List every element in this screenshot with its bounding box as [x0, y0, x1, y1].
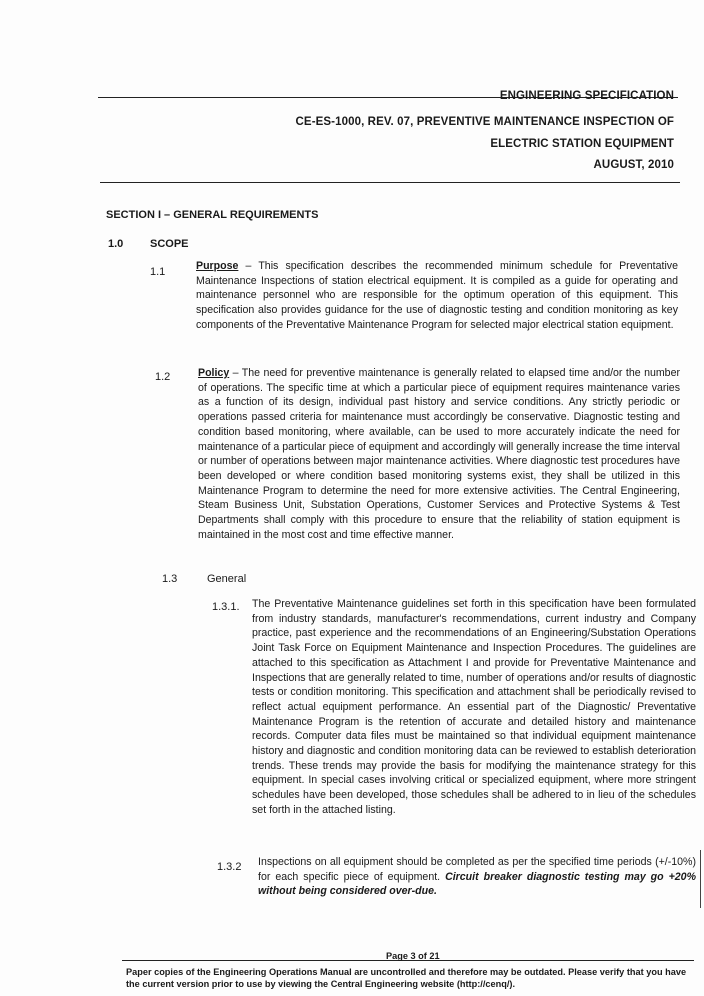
footer-page-number: Page 3 of 21 [386, 951, 440, 961]
scope-title: SCOPE [150, 238, 189, 250]
item-1-3-1-paragraph: The Preventative Maintenance guidelines set forth in this specification have been formulated from industry standards, manufacturer's recommendations, current industry and Company practice, past experience and the recommendations of an Engineering/Substation Operations Joint Task Force on Equipment Maintenance and Inspection Procedures. The guidelines are attached to this specification as Attachment I and provide for Preventative Maintenance and Inspections that are generally related to time, number of operations and/or results of diagnostic tests or condition monitoring. This specification and attachment shall be periodically revised to reflect actual equipment performance. An essential part of the Diagnostic/ Preventative Maintenance Program is the retention of accurate and detailed history and maintenance records. Computer data files must be maintained so that individual equipment maintenance history and diagnostic and condition monitoring data can be reviewed to establish deterioration trends. These trends may provide the basis for modifying the maintenance strategy for this equipment. In special cases involving critical or specialized equipment, where more stringent schedules have been developed, those schedules shall be adhered to in lieu of the schedules set forth in the attached listing. [252, 598, 697, 816]
policy-text: – The need for preventive maintenance is generally related to elapsed time and/or the number of operations. The specific time at which a particular piece of equipment requires maintenance varies as a function of its design, individual past history and service conditions. Any strictly periodic or operations passed criteria for maintenance must accordingly be conservative. Diagnostic testing and condition based monitoring, where available, can be used to more accurately indicate the need for maintenance of a particular piece of equipment and accordingly will generally increase the time interval or number of operations between major maintenance activities. Where diagnostic test procedures have been developed or where condition based monitoring systems exist, they shall be utilized in this Maintenance Program to determine the need for more extensive activities. The Central Engineering, Steam Business Unit, Substation Operations, Customer Services and Protective Systems & Test Departments shall comply with this procedure to ensure that the reliability of station equipment is maintained in the most cost and time effective manner. [198, 367, 680, 541]
general-label: General [207, 573, 247, 585]
purpose-text: – This specification describes the recommended minimum schedule for Preventative Maintenance Inspections of station electrical equipment. It is compiled as a guide for operating and maintenance personnel who are responsible for the optimum operation of this equipment. This specification also provides guidance for the use of diagnostic testing and condition monitoring as key components of the Preventative Maintenance Program for selected major electrical station equipment. [196, 260, 678, 331]
header-bottom-rule [100, 182, 680, 183]
item-1-3-2-text: Inspections on all equipment should be completed as per the specified time periods (+/-10%) for each specific piece of equipment. [258, 856, 696, 883]
header-spec-line: CE-ES-1000, REV. 07, PREVENTIVE MAINTENANCE INSPECTION OF [295, 116, 674, 128]
header-spec-line-2: ELECTRIC STATION EQUIPMENT [490, 138, 674, 150]
section-title: SECTION I – GENERAL REQUIREMENTS [106, 209, 319, 221]
policy-number: 1.2 [155, 371, 171, 383]
policy-paragraph [198, 366, 680, 542]
item-1-3-2-paragraph [258, 855, 696, 899]
general-number: 1.3 [162, 573, 178, 585]
item-1-3-2-emphasis: Circuit breaker diagnostic testing may go +20% without being considered over-due. [258, 870, 696, 898]
purpose-label: Purpose [196, 260, 239, 272]
purpose-number: 1.1 [150, 266, 166, 278]
item-1-3-2-number: 1.3.2 [217, 861, 242, 873]
header-title: ENGINEERING SPECIFICATION [499, 90, 674, 102]
item-1-3-1-number: 1.3.1. [212, 601, 240, 613]
header-date: AUGUST, 2010 [593, 159, 674, 171]
footer-note: Paper copies of the Engineering Operations Manual are uncontrolled and therefore may be outdated. Please verify that you have the current version prior to use by viewing the Central Engineering website (http://cenq/). [126, 967, 687, 989]
scope-number: 1.0 [108, 238, 124, 250]
policy-label: Policy [198, 367, 230, 379]
purpose-paragraph [196, 259, 678, 333]
change-bar [700, 850, 701, 908]
